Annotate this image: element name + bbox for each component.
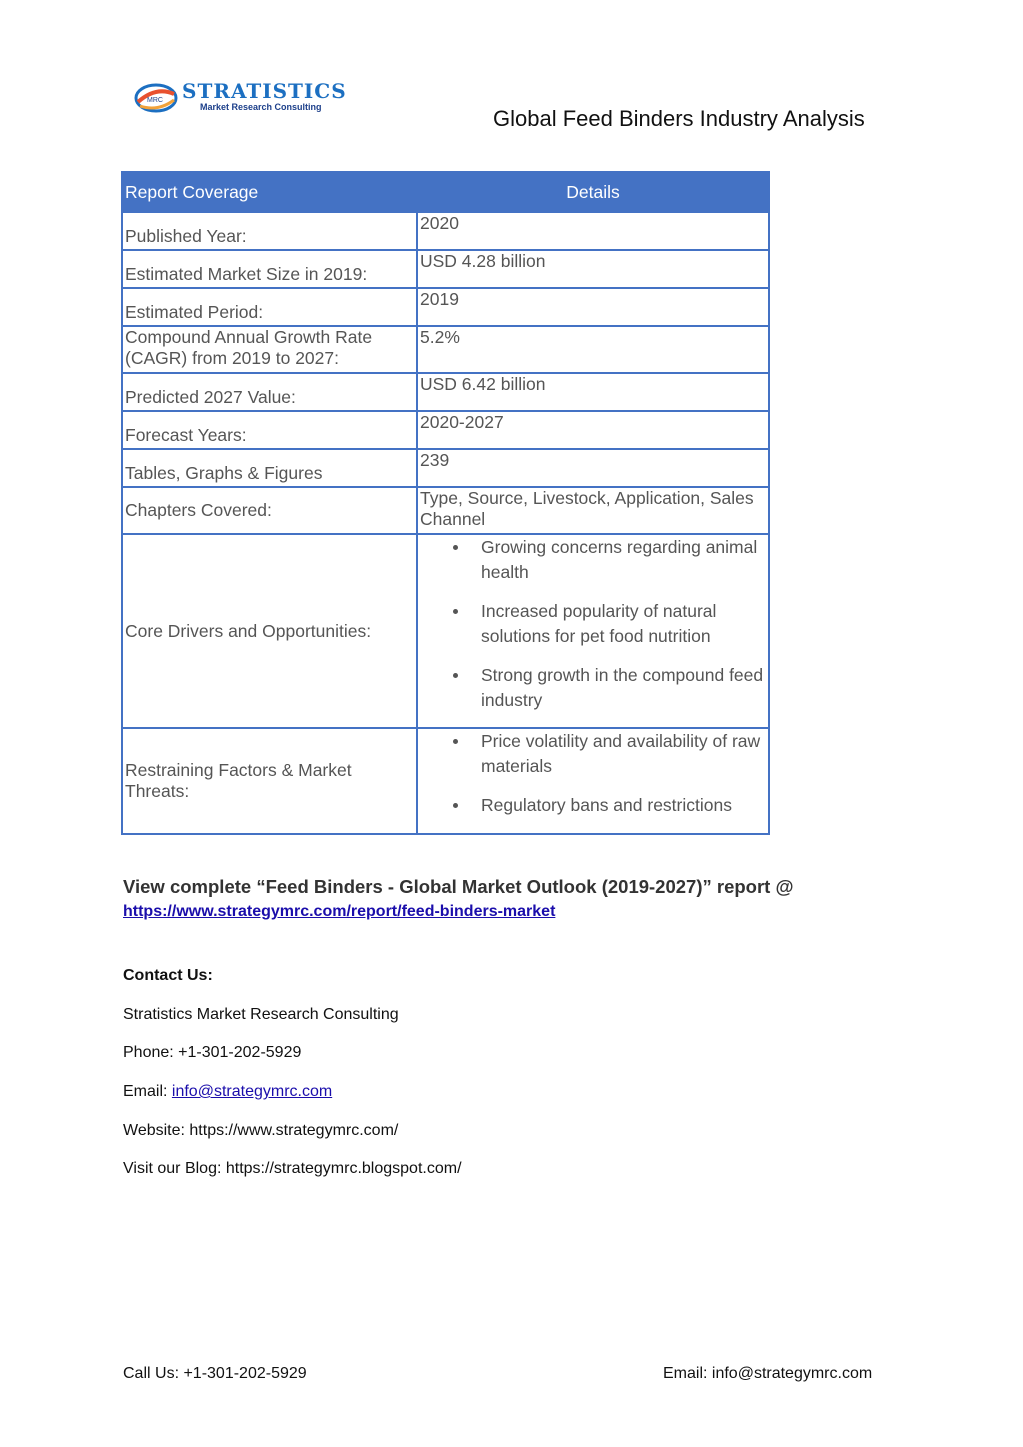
contact-website: Website: https://www.strategymrc.com/: [123, 1122, 399, 1139]
row-label-cagr: Compound Annual Growth Rate (CAGR) from 2019 to 2027:: [122, 326, 417, 373]
row-value-drivers: [417, 534, 769, 728]
list-item: Growing concerns regarding animal health: [481, 535, 766, 585]
row-value-published-year: 2020: [417, 212, 769, 250]
contact-company: Stratistics Market Research Consulting: [123, 1006, 399, 1023]
table-row: [122, 487, 769, 534]
table-header-row: [122, 172, 769, 212]
row-label-tables-graphs: Tables, Graphs & Figures: [122, 449, 417, 487]
logo-wordmark: STRATISTICS: [182, 79, 347, 103]
table-row: [122, 250, 769, 288]
contact-email-row: [123, 1083, 332, 1101]
row-value-estimated-period: 2019: [417, 288, 769, 326]
row-value-market-size: USD 4.28 billion: [417, 250, 769, 288]
table-row: [122, 728, 769, 834]
row-label-restraints: Restraining Factors & Market Threats:: [122, 728, 417, 834]
table-row: [122, 411, 769, 449]
contact-email-label: Email:: [123, 1083, 172, 1100]
row-label-estimated-period: Estimated Period:: [122, 288, 417, 326]
row-value-restraints: [417, 728, 769, 834]
row-label-published-year: Published Year:: [122, 212, 417, 250]
row-label-predicted-value: Predicted 2027 Value:: [122, 373, 417, 411]
report-coverage-table: [121, 171, 770, 835]
row-label-drivers: Core Drivers and Opportunities:: [122, 534, 417, 728]
contact-phone: Phone: +1-301-202-5929: [123, 1044, 302, 1061]
drivers-list: [420, 535, 766, 713]
footer-email: Email: info@strategymrc.com: [663, 1365, 873, 1382]
logo-badge: MRC: [147, 97, 163, 104]
table-row: [122, 326, 769, 373]
report-link[interactable]: https://www.strategymrc.com/report/feed-binders-market: [123, 903, 556, 920]
table-row: [122, 373, 769, 411]
restraints-list: [420, 729, 766, 818]
row-label-chapters: Chapters Covered:: [122, 487, 417, 534]
row-value-chapters: Type, Source, Livestock, Application, Sales Channel: [417, 487, 769, 534]
row-value-cagr: 5.2%: [417, 326, 769, 373]
table-row: [122, 212, 769, 250]
list-item: Price volatility and availability of raw materials: [481, 729, 766, 779]
header-report-coverage: Report Coverage: [122, 172, 417, 212]
row-value-forecast-years: 2020-2027: [417, 411, 769, 449]
row-value-predicted-value: USD 6.42 billion: [417, 373, 769, 411]
header-details: Details: [417, 172, 769, 212]
contact-blog: Visit our Blog: https://strategymrc.blogspot.com/: [123, 1160, 462, 1177]
logo-tagline: Market Research Consulting: [200, 102, 322, 112]
list-item: Strong growth in the compound feed industry: [481, 663, 766, 713]
list-item: Regulatory bans and restrictions: [481, 793, 766, 818]
row-label-market-size: Estimated Market Size in 2019:: [122, 250, 417, 288]
table-row: [122, 534, 769, 728]
company-logo: [134, 78, 350, 118]
list-item: Increased popularity of natural solutions for pet food nutrition: [481, 599, 766, 649]
table-row: [122, 449, 769, 487]
row-label-forecast-years: Forecast Years:: [122, 411, 417, 449]
report-view-text: View complete “Feed Binders - Global Market Outlook (2019-2027)” report @: [123, 876, 794, 897]
globe-logo-icon: [134, 82, 178, 114]
row-value-tables-graphs: 239: [417, 449, 769, 487]
contact-heading: Contact Us:: [123, 967, 213, 984]
contact-email-link[interactable]: info@strategymrc.com: [171, 1083, 333, 1100]
footer-call: Call Us: +1-301-202-5929: [123, 1365, 307, 1382]
document-title: Global Feed Binders Industry Analysis: [493, 106, 865, 131]
table-row: [122, 288, 769, 326]
